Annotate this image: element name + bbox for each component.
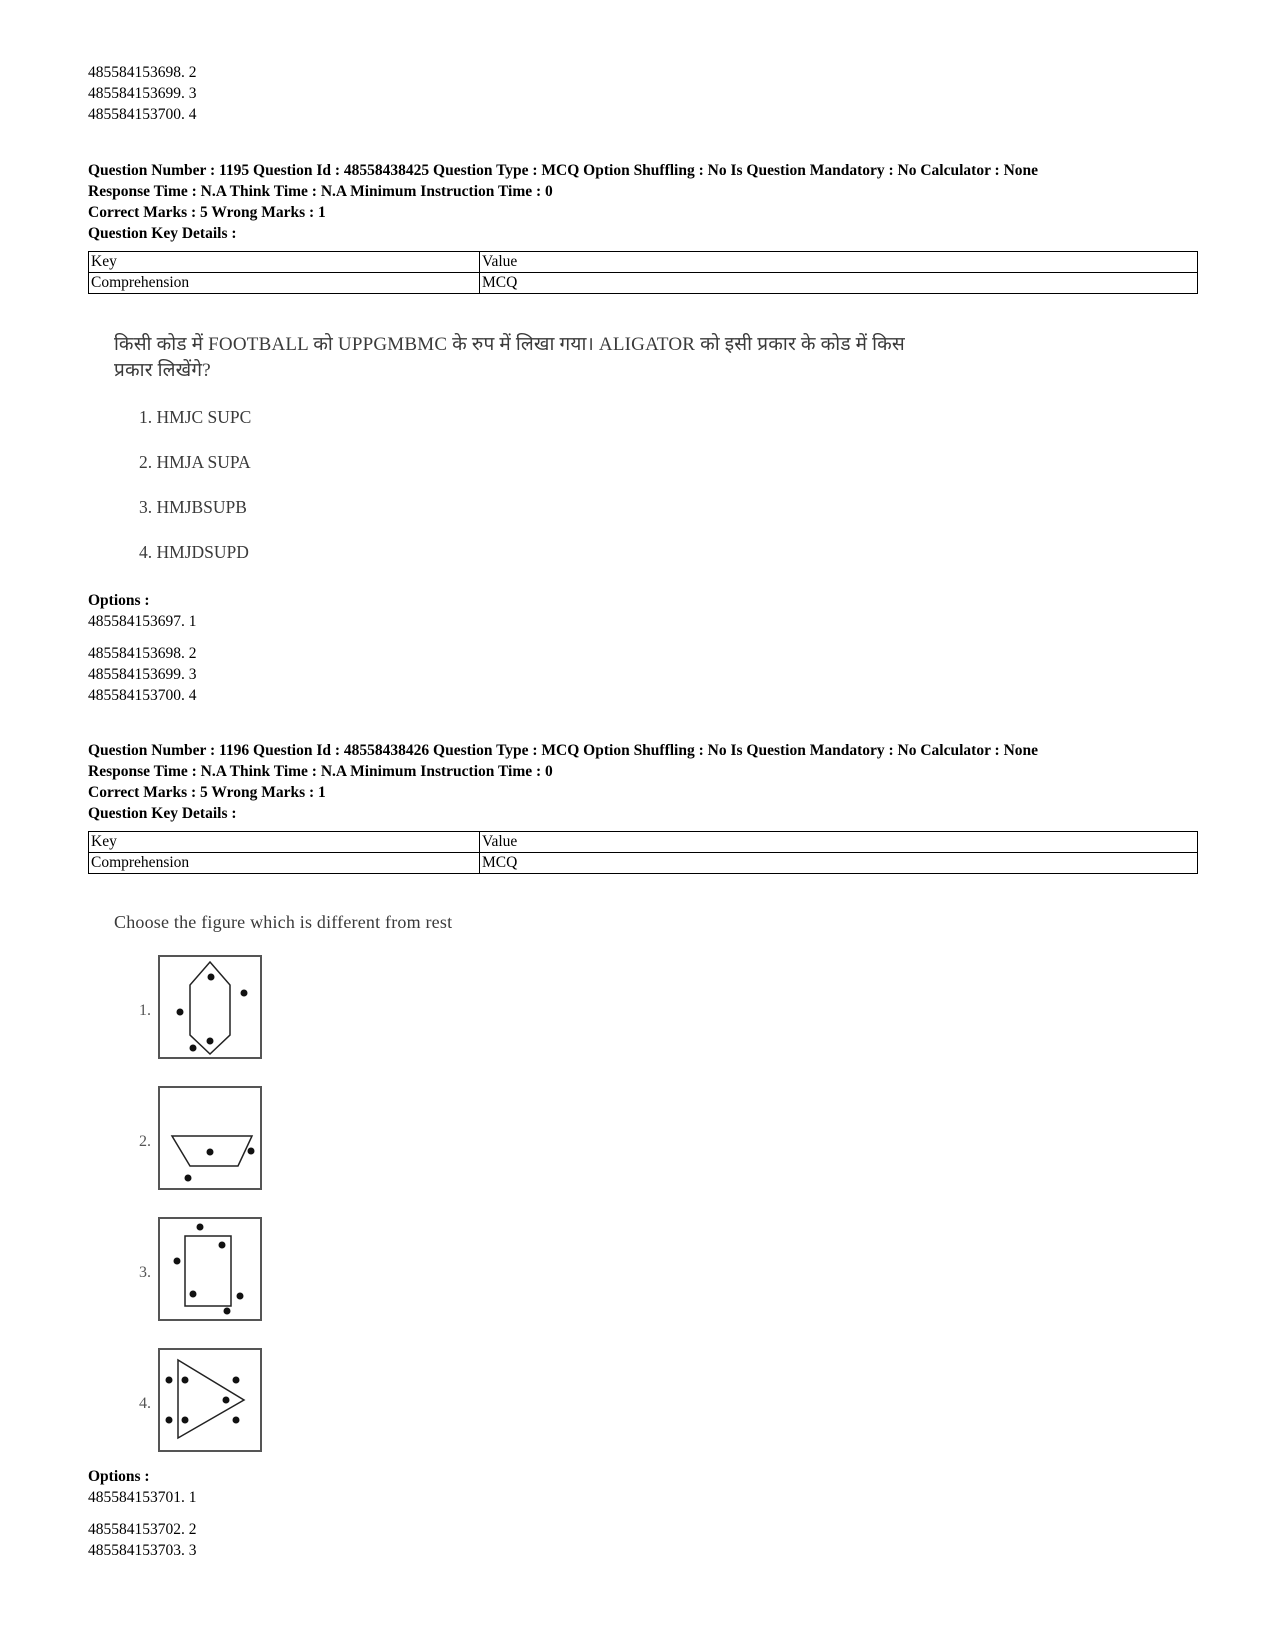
key-header: Key (89, 832, 480, 853)
option-line: 485584153699. 3 (88, 666, 197, 683)
answer-choice: 1. HMJC SUPC (139, 407, 252, 427)
key-header: Key (89, 252, 480, 273)
key-value-table (88, 251, 1198, 294)
rectangle-dots-figure (160, 1219, 260, 1319)
question-text: Choose the figure which is different from rest (114, 912, 453, 932)
option-line: 485584153700. 4 (88, 687, 197, 704)
option-line: 485584153699. 3 (88, 85, 197, 102)
key-details-label: Question Key Details : (88, 225, 237, 242)
question-marks: Correct Marks : 5 Wrong Marks : 1 (88, 204, 326, 221)
option-line: 485584153700. 4 (88, 106, 197, 123)
option-line: 485584153702. 2 (88, 1521, 197, 1538)
answer-choice: 4. HMJDSUPD (139, 542, 249, 562)
key-cell: Comprehension (89, 273, 480, 294)
question-timing: Response Time : N.A Think Time : N.A Minimum Instruction Time : 0 (88, 763, 553, 780)
figure-number: 2. (139, 1133, 151, 1150)
figure-4 (158, 1348, 262, 1452)
option-line: 485584153697. 1 (88, 613, 197, 630)
question-header: Question Number : 1195 Question Id : 48558438425 Question Type : MCQ Option Shuffling : No Is Question Mandatory : No Calculator : None (88, 162, 1039, 179)
options-label: Options : (88, 1468, 150, 1485)
value-header: Value (480, 252, 1198, 273)
figure-3 (158, 1217, 262, 1321)
question-marks: Correct Marks : 5 Wrong Marks : 1 (88, 784, 326, 801)
question-header: Question Number : 1196 Question Id : 48558438426 Question Type : MCQ Option Shuffling : No Is Question Mandatory : No Calculator : None (88, 742, 1039, 759)
figure-1 (158, 955, 262, 1059)
question-text-cont: प्रकार लिखेंगे? (114, 360, 211, 381)
figure-2 (158, 1086, 262, 1190)
triangle-dots-figure (160, 1350, 260, 1450)
value-cell: MCQ (480, 273, 1198, 294)
trapezoid-dots-figure (160, 1088, 260, 1188)
options-label: Options : (88, 592, 150, 609)
key-details-label: Question Key Details : (88, 805, 237, 822)
option-line: 485584153701. 1 (88, 1489, 197, 1506)
key-value-table (88, 831, 1198, 874)
option-line: 485584153703. 3 (88, 1542, 197, 1559)
figure-number: 3. (139, 1264, 151, 1281)
answer-choice: 3. HMJBSUPB (139, 497, 247, 517)
hexagon-dots-figure (160, 957, 260, 1057)
option-line: 485584153698. 2 (88, 64, 197, 81)
answer-choice: 2. HMJA SUPA (139, 452, 251, 472)
question-text: किसी कोड में FOOTBALL को UPPGMBMC के रुप में लिखा गया। ALIGATOR को इसी प्रकार के कोड में किस (114, 334, 905, 355)
value-cell: MCQ (480, 853, 1198, 874)
figure-number: 4. (139, 1395, 151, 1412)
value-header: Value (480, 832, 1198, 853)
question-timing: Response Time : N.A Think Time : N.A Minimum Instruction Time : 0 (88, 183, 553, 200)
figure-number: 1. (139, 1002, 151, 1019)
option-line: 485584153698. 2 (88, 645, 197, 662)
key-cell: Comprehension (89, 853, 480, 874)
